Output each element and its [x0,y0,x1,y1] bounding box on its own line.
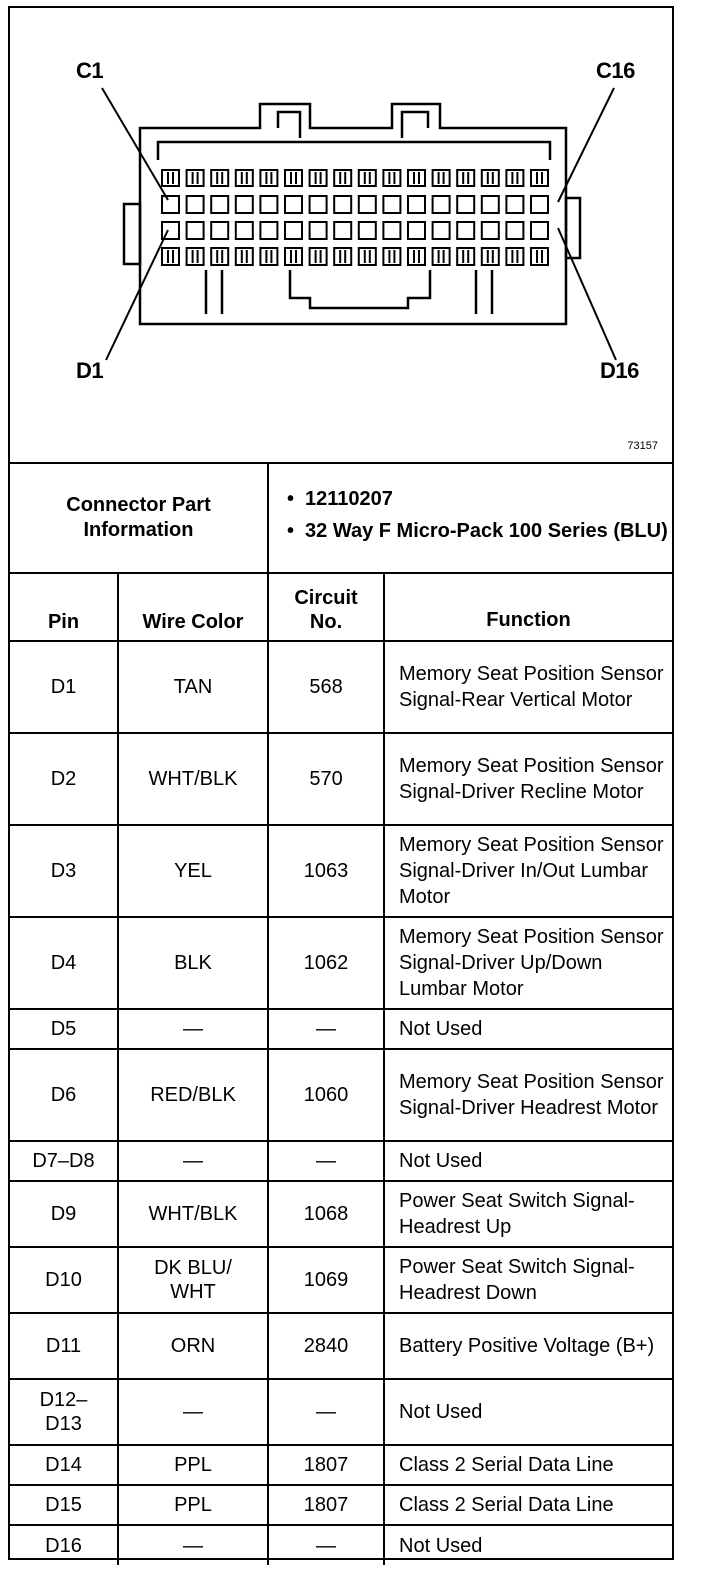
connector-inner-rim [158,142,550,160]
table-row [10,1247,672,1313]
header-circuit [268,573,384,641]
leader-d1 [106,230,168,360]
pin-cavity [187,248,204,265]
pin-cell: D5 [10,1009,118,1049]
function-cell: Battery Positive Voltage (B+) [384,1313,672,1379]
pin-cavity [531,196,548,213]
circuit-cell: 1068 [268,1181,384,1247]
table-row [10,1049,672,1141]
circuit-cell: 1060 [268,1049,384,1141]
table-row [10,733,672,825]
pin-cell: D11 [10,1313,118,1379]
pin-cavity [482,170,499,186]
pin-cavity [383,248,400,265]
pin-cell: D4 [10,917,118,1009]
wire-color-cell: — [118,1525,268,1565]
header-pin: Pin [10,573,118,641]
pin-cavity [433,196,450,213]
pin-cavity [260,222,277,239]
pin-cavity [359,248,376,265]
pin-cavity [433,170,450,186]
pin-cell: D10 [10,1247,118,1313]
wire-color-cell: BLK [118,917,268,1009]
circuit-cell: 1069 [268,1247,384,1313]
header-wire-color: Wire Color [118,573,268,641]
part-info-item: • 32 Way F Micro-Pack 100 Series (BLU) [279,519,672,543]
pin-cell: D2 [10,733,118,825]
function-cell: Class 2 Serial Data Line [384,1485,672,1525]
pin-cavity [211,222,228,239]
pin-cavity [457,196,474,213]
pin-cavity [310,248,327,265]
pin-cavity [457,222,474,239]
function-cell: Class 2 Serial Data Line [384,1445,672,1485]
function-cell: Power Seat Switch Signal-Headrest Up [384,1181,672,1247]
header-function: Function [384,573,672,641]
pin-cell: D3 [10,825,118,917]
circuit-cell: 1807 [268,1445,384,1485]
circuit-cell: 1062 [268,917,384,1009]
wire-color-cell: YEL [118,825,268,917]
pin-cavity [408,196,425,213]
pin-cell: D14 [10,1445,118,1485]
pin-cavity [506,170,523,186]
part-info-list [268,463,672,573]
connector-sheet [8,6,674,1560]
pin-cavity [482,248,499,265]
pin-cavity [187,196,204,213]
function-cell: Memory Seat Position Sensor Signal-Driver Headrest Motor [384,1049,672,1141]
pin-cavity [383,196,400,213]
part-info-item: • 12110207 [279,487,672,511]
pin-cavity [162,170,179,186]
table-row [10,1009,672,1049]
pin-cavity [383,170,400,186]
pin-cavity [383,222,400,239]
table-row [10,1445,672,1485]
circuit-cell: 570 [268,733,384,825]
pin-cell: D16 [10,1525,118,1565]
pin-cavity [162,248,179,265]
table-row [10,917,672,1009]
pin-cavity [408,170,425,186]
wire-color-cell: DK BLU/ WHT [118,1247,268,1313]
pin-cavity [285,170,302,186]
pin-cavity [531,222,548,239]
pin-cavity [433,222,450,239]
circuit-cell: 568 [268,641,384,733]
pin-cavity [531,248,548,265]
connector-diagram [10,8,672,464]
pin-cavity [433,248,450,265]
function-cell: Memory Seat Position Sensor Signal-Driver In/Out Lumbar Motor [384,825,672,917]
pin-cavity [310,196,327,213]
pin-cavity [334,248,351,265]
wire-color-cell: — [118,1379,268,1445]
pin-cavity [334,222,351,239]
wire-color-cell: PPL [118,1485,268,1525]
label-d16: D16 [600,358,639,383]
wire-color-cell: ORN [118,1313,268,1379]
wire-color-cell: WHT/BLK [118,1181,268,1247]
function-cell: Not Used [384,1379,672,1445]
pin-cavity [482,222,499,239]
function-cell: Memory Seat Position Sensor Signal-Rear Vertical Motor [384,641,672,733]
function-cell: Power Seat Switch Signal-Headrest Down [384,1247,672,1313]
pin-cell: D9 [10,1181,118,1247]
pin-cavity [285,222,302,239]
pin-cavity [211,170,228,186]
pin-cavity [457,248,474,265]
function-cell: Not Used [384,1009,672,1049]
pin-cavity [359,196,376,213]
pin-cavity [310,222,327,239]
table-row [10,1525,672,1565]
circuit-cell: — [268,1141,384,1181]
circuit-cell: 1063 [268,825,384,917]
connector-latch [278,112,428,138]
pin-cavity [408,222,425,239]
pin-cavity [334,170,351,186]
wire-color-cell: TAN [118,641,268,733]
pin-cavity [260,196,277,213]
pin-cell: D7–D8 [10,1141,118,1181]
pin-cavity [310,170,327,186]
pin-cavity [506,196,523,213]
function-cell: Not Used [384,1141,672,1181]
table-row [10,1313,672,1379]
pin-cavity [236,196,253,213]
circuit-cell: 1807 [268,1485,384,1525]
function-cell: Memory Seat Position Sensor Signal-Driver Recline Motor [384,733,672,825]
pin-cell: D1 [10,641,118,733]
table-row [10,1141,672,1181]
pin-cell: D15 [10,1485,118,1525]
table-row [10,641,672,733]
connector-drawing [10,8,672,462]
table-row [10,825,672,917]
pin-cavity [236,248,253,265]
pin-cavity [408,248,425,265]
table-row [10,1379,672,1445]
wire-color-cell: PPL [118,1445,268,1485]
header-row [10,573,672,641]
function-cell: Not Used [384,1525,672,1565]
wire-color-cell: RED/BLK [118,1049,268,1141]
pin-cavity [457,170,474,186]
connector-key-slot [290,270,430,308]
wire-color-cell: — [118,1009,268,1049]
pin-cavity [236,222,253,239]
pin-cavity [285,248,302,265]
pin-cavity [187,222,204,239]
table-row [10,1181,672,1247]
part-info-row [10,463,672,573]
pin-cavity [506,222,523,239]
function-cell: Memory Seat Position Sensor Signal-Driver Up/Down Lumbar Motor [384,917,672,1009]
header-circuit-label: Circuit No. [294,587,358,633]
pin-cell: D12– D13 [10,1379,118,1445]
label-c1: C1 [76,58,104,83]
pin-cavity [359,170,376,186]
pin-cavity [506,248,523,265]
pin-cavity [260,248,277,265]
label-d1: D1 [76,358,104,383]
circuit-cell: 2840 [268,1313,384,1379]
pin-cavity [334,196,351,213]
pin-cavity [211,248,228,265]
part-info-label: Connector Part Information [10,463,268,573]
pin-cavity [285,196,302,213]
connector-left-tab [124,204,140,264]
figure-number: 73157 [627,440,658,452]
pin-cavity [531,170,548,186]
pin-cavity [482,196,499,213]
circuit-cell: — [268,1009,384,1049]
label-c16: C16 [596,58,635,83]
pin-cavity [260,170,277,186]
wire-color-cell: WHT/BLK [118,733,268,825]
circuit-cell: — [268,1525,384,1565]
pin-cavity [162,196,179,213]
circuit-cell: — [268,1379,384,1445]
pinout-table [10,462,672,1565]
pin-cavity [187,170,204,186]
wire-color-cell: — [118,1141,268,1181]
pin-cavity [211,196,228,213]
pin-cell: D6 [10,1049,118,1141]
pin-cavity [236,170,253,186]
table-row [10,1485,672,1525]
pin-cavity [359,222,376,239]
